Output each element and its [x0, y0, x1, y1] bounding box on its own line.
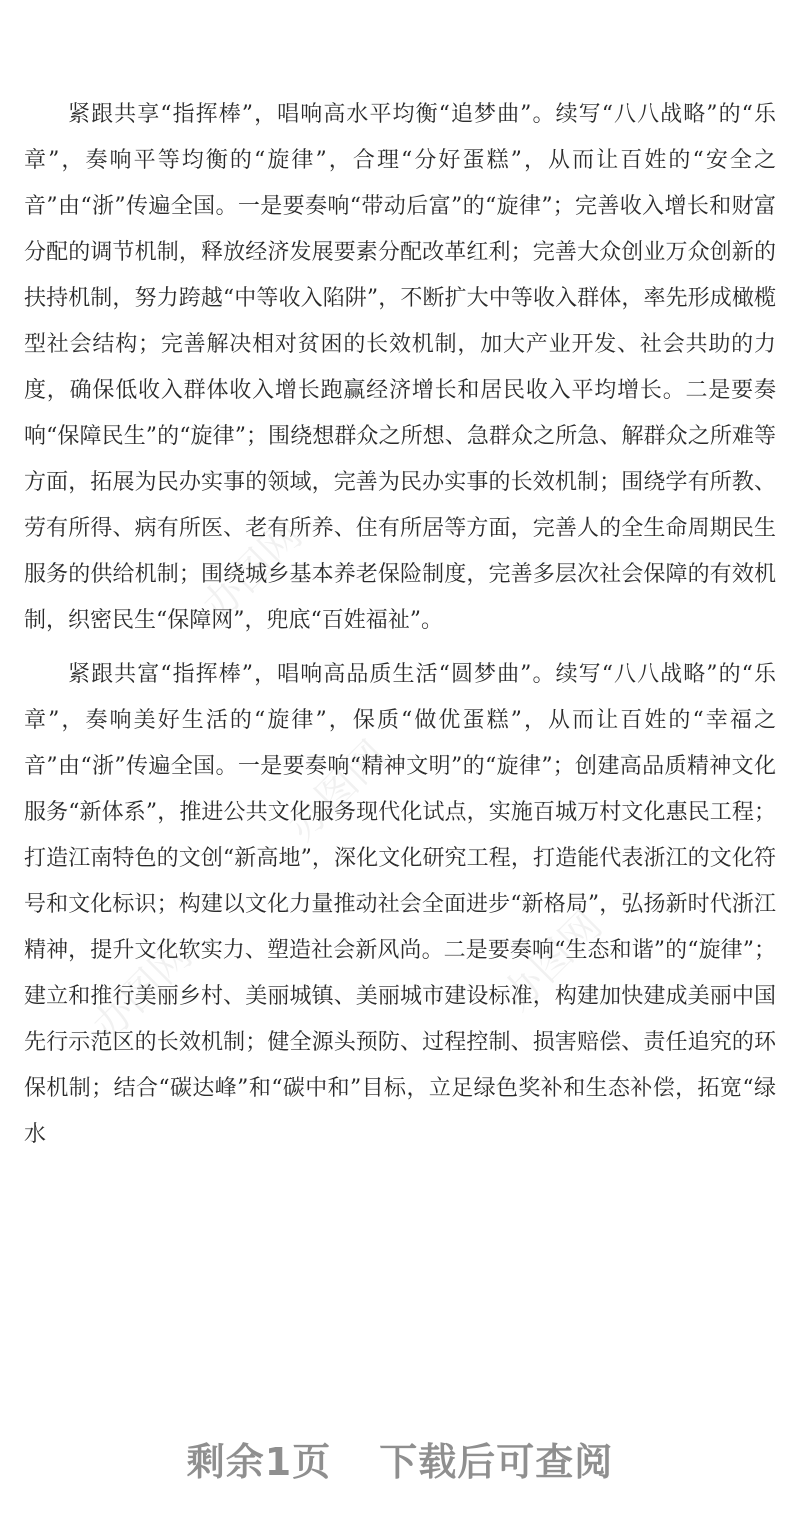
remaining-pages-label: 剩余1页 — [186, 1439, 332, 1484]
watermark: 办图网 — [83, 932, 202, 1050]
watermark: 办图网 — [193, 512, 312, 630]
article-body — [24, 92, 776, 1158]
paragraph-shared-prosperity-1: 紧跟共享“指挥棒”，唱响高水平均衡“追梦曲”。续写“八八战略”的“乐章”，奏响平等均衡的“旋律”，合理“分好蛋糕”，从而让百姓的“安全之音”由“浙”传遍全国。一是要奏响“带动后富”的“旋律”；完善收入增长和财富分配的调节机制，释放经济发展要素分配改革红利；完善大众创业万众创新的扶持机制，努力跨越“中等收入陷阱”，不断扩大中等收入群体，率先形成橄榄型社会结构；完善解决相对贫困的长效机制，加大产业开发、社会共助的力度，确保低收入群体收入增长跑赢经济增长和居民收入平均增长。二是要奏响“保障民生”的“旋律”；围绕想群众之所想、急群众之所急、解群众之所难等方面，拓展为民办实事的领域，完善为民办实事的长效机制；围绕学有所教、劳有所得、病有所医、老有所养、住有所居等方面，完善人的全生命周期民生服务的供给机制；围绕城乡基本养老保险制度，完善多层次社会保障的有效机制，织密民生“保障网”，兜底“百姓福祉”。 — [24, 102, 776, 633]
download-to-view-label: 下载后可查阅 — [379, 1439, 614, 1484]
watermark: 办图网 — [493, 902, 612, 1020]
paragraph-shared-prosperity-2: 紧跟共富“指挥棒”，唱响高品质生活“圆梦曲”。续写“八八战略”的“乐章”，奏响美好生活的“旋律”，保质“做优蛋糕”，从而让百姓的“幸福之音”由“浙”传遍全国。一是要奏响“精神文明”的“旋律”；创建高品质精神文化服务“新体系”，推进公共文化服务现代化试点，实施百城万村文化惠民工程；打造江南特色的文创“新高地”，深化文化研究工程，打造能代表浙江的文化符号和文化标识；构建以文化力量推动社会全面进步“新格局”，弘扬新时代浙江精神，提升文化软实力、塑造社会新风尚。二是要奏响“生态和谐”的“旋律”；建立和推行美丽乡村、美丽城镇、美丽城市建设标准，构建加快建成美丽中国先行示范区的长效机制；健全源头预防、过程控制、损害赔偿、责任追究的环保机制；结合“碳达峰”和“碳中和”目标，立足绿色奖补和生态补偿，拓宽“绿水 — [24, 662, 776, 1147]
download-prompt-banner[interactable] — [0, 1428, 800, 1488]
watermark: 办图网 — [278, 732, 397, 850]
